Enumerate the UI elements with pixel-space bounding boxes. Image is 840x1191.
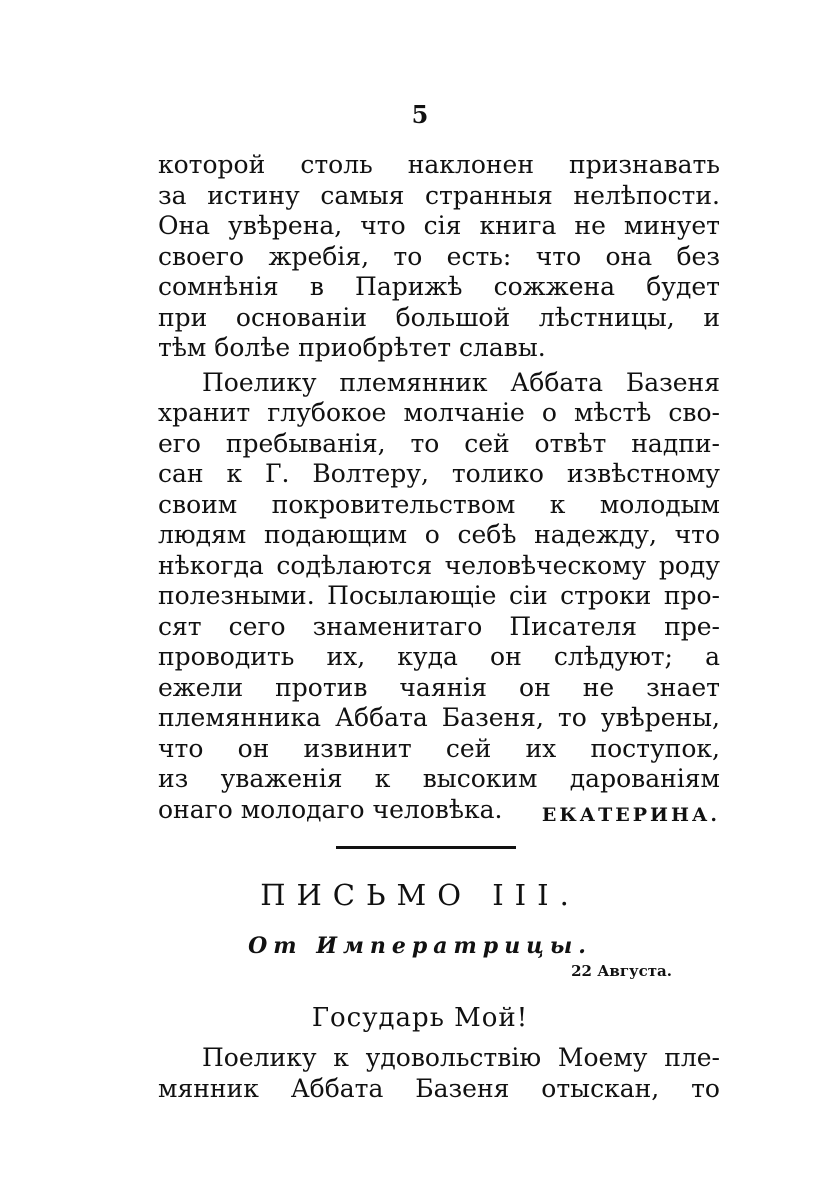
text-line: проводить их, куда он слѣдуют; а (158, 642, 720, 671)
text-line: сят сего знаменитаго Писателя пре- (158, 611, 720, 641)
text-line: Она увѣрена, что сія книга не минует (158, 211, 720, 240)
from-line: От Императрицы. (248, 933, 592, 959)
text-line: мянник Аббата Базеня отыскан, то (158, 1073, 720, 1103)
text-line: онаго молодаго человѣка. (158, 794, 503, 824)
text-line: нѣкогда содѣлаются человѣческому роду (158, 550, 720, 580)
paragraph-2 (158, 368, 720, 826)
body-text-2 (158, 1043, 720, 1108)
paragraph-3 (158, 1043, 720, 1104)
text-line: племянника Аббата Базеня, то увѣрены, (158, 703, 720, 732)
text-line: тѣм болѣе приобрѣтет славы. (158, 333, 546, 362)
text-line: своего жребія, то есть: что она без (158, 241, 720, 271)
body-text (158, 150, 720, 829)
text-line: своим покровительством к молодым (158, 489, 720, 519)
text-line: которой столь наклонен признавать (158, 150, 720, 179)
text-line: Поелику племянник Аббата Базеня (202, 367, 720, 397)
signature: ЕКАТЕРИНА. (541, 804, 720, 826)
salutation: Государь Мой! (311, 1003, 529, 1033)
text-line: сан к Г. Волтеру, толико извѣстному (158, 459, 720, 488)
text-line: при основаніи большой лѣстницы, и (158, 302, 720, 332)
text-line: из уваженія к высоким дарованіям (158, 764, 720, 793)
text-line: его пребыванія, то сей отвѣт надпи- (158, 428, 720, 458)
page-number: 5 (411, 100, 429, 129)
text-line: что он извинит сей их поступок, (158, 733, 720, 763)
paragraph-1 (158, 150, 720, 364)
text-line: за истину самыя странныя нелѣпости. (158, 180, 720, 210)
text-line: Поелику к удовольствію Моему пле- (202, 1043, 720, 1072)
text-line: сомнѣнія в Парижѣ сожжена будет (158, 272, 720, 301)
text-line: ежели против чаянія он не знает (158, 672, 720, 702)
date-line: 22 Августа. (571, 962, 672, 980)
text-line: полезными. Посылающіе сіи строки про- (158, 581, 720, 610)
divider (336, 846, 516, 849)
text-line: хранит глубокое молчаніе о мѣстѣ сво- (158, 398, 720, 427)
text-line: людям подающим о себѣ надежду, что (158, 520, 720, 549)
letter-heading: ПИСЬМО III. (260, 878, 580, 912)
